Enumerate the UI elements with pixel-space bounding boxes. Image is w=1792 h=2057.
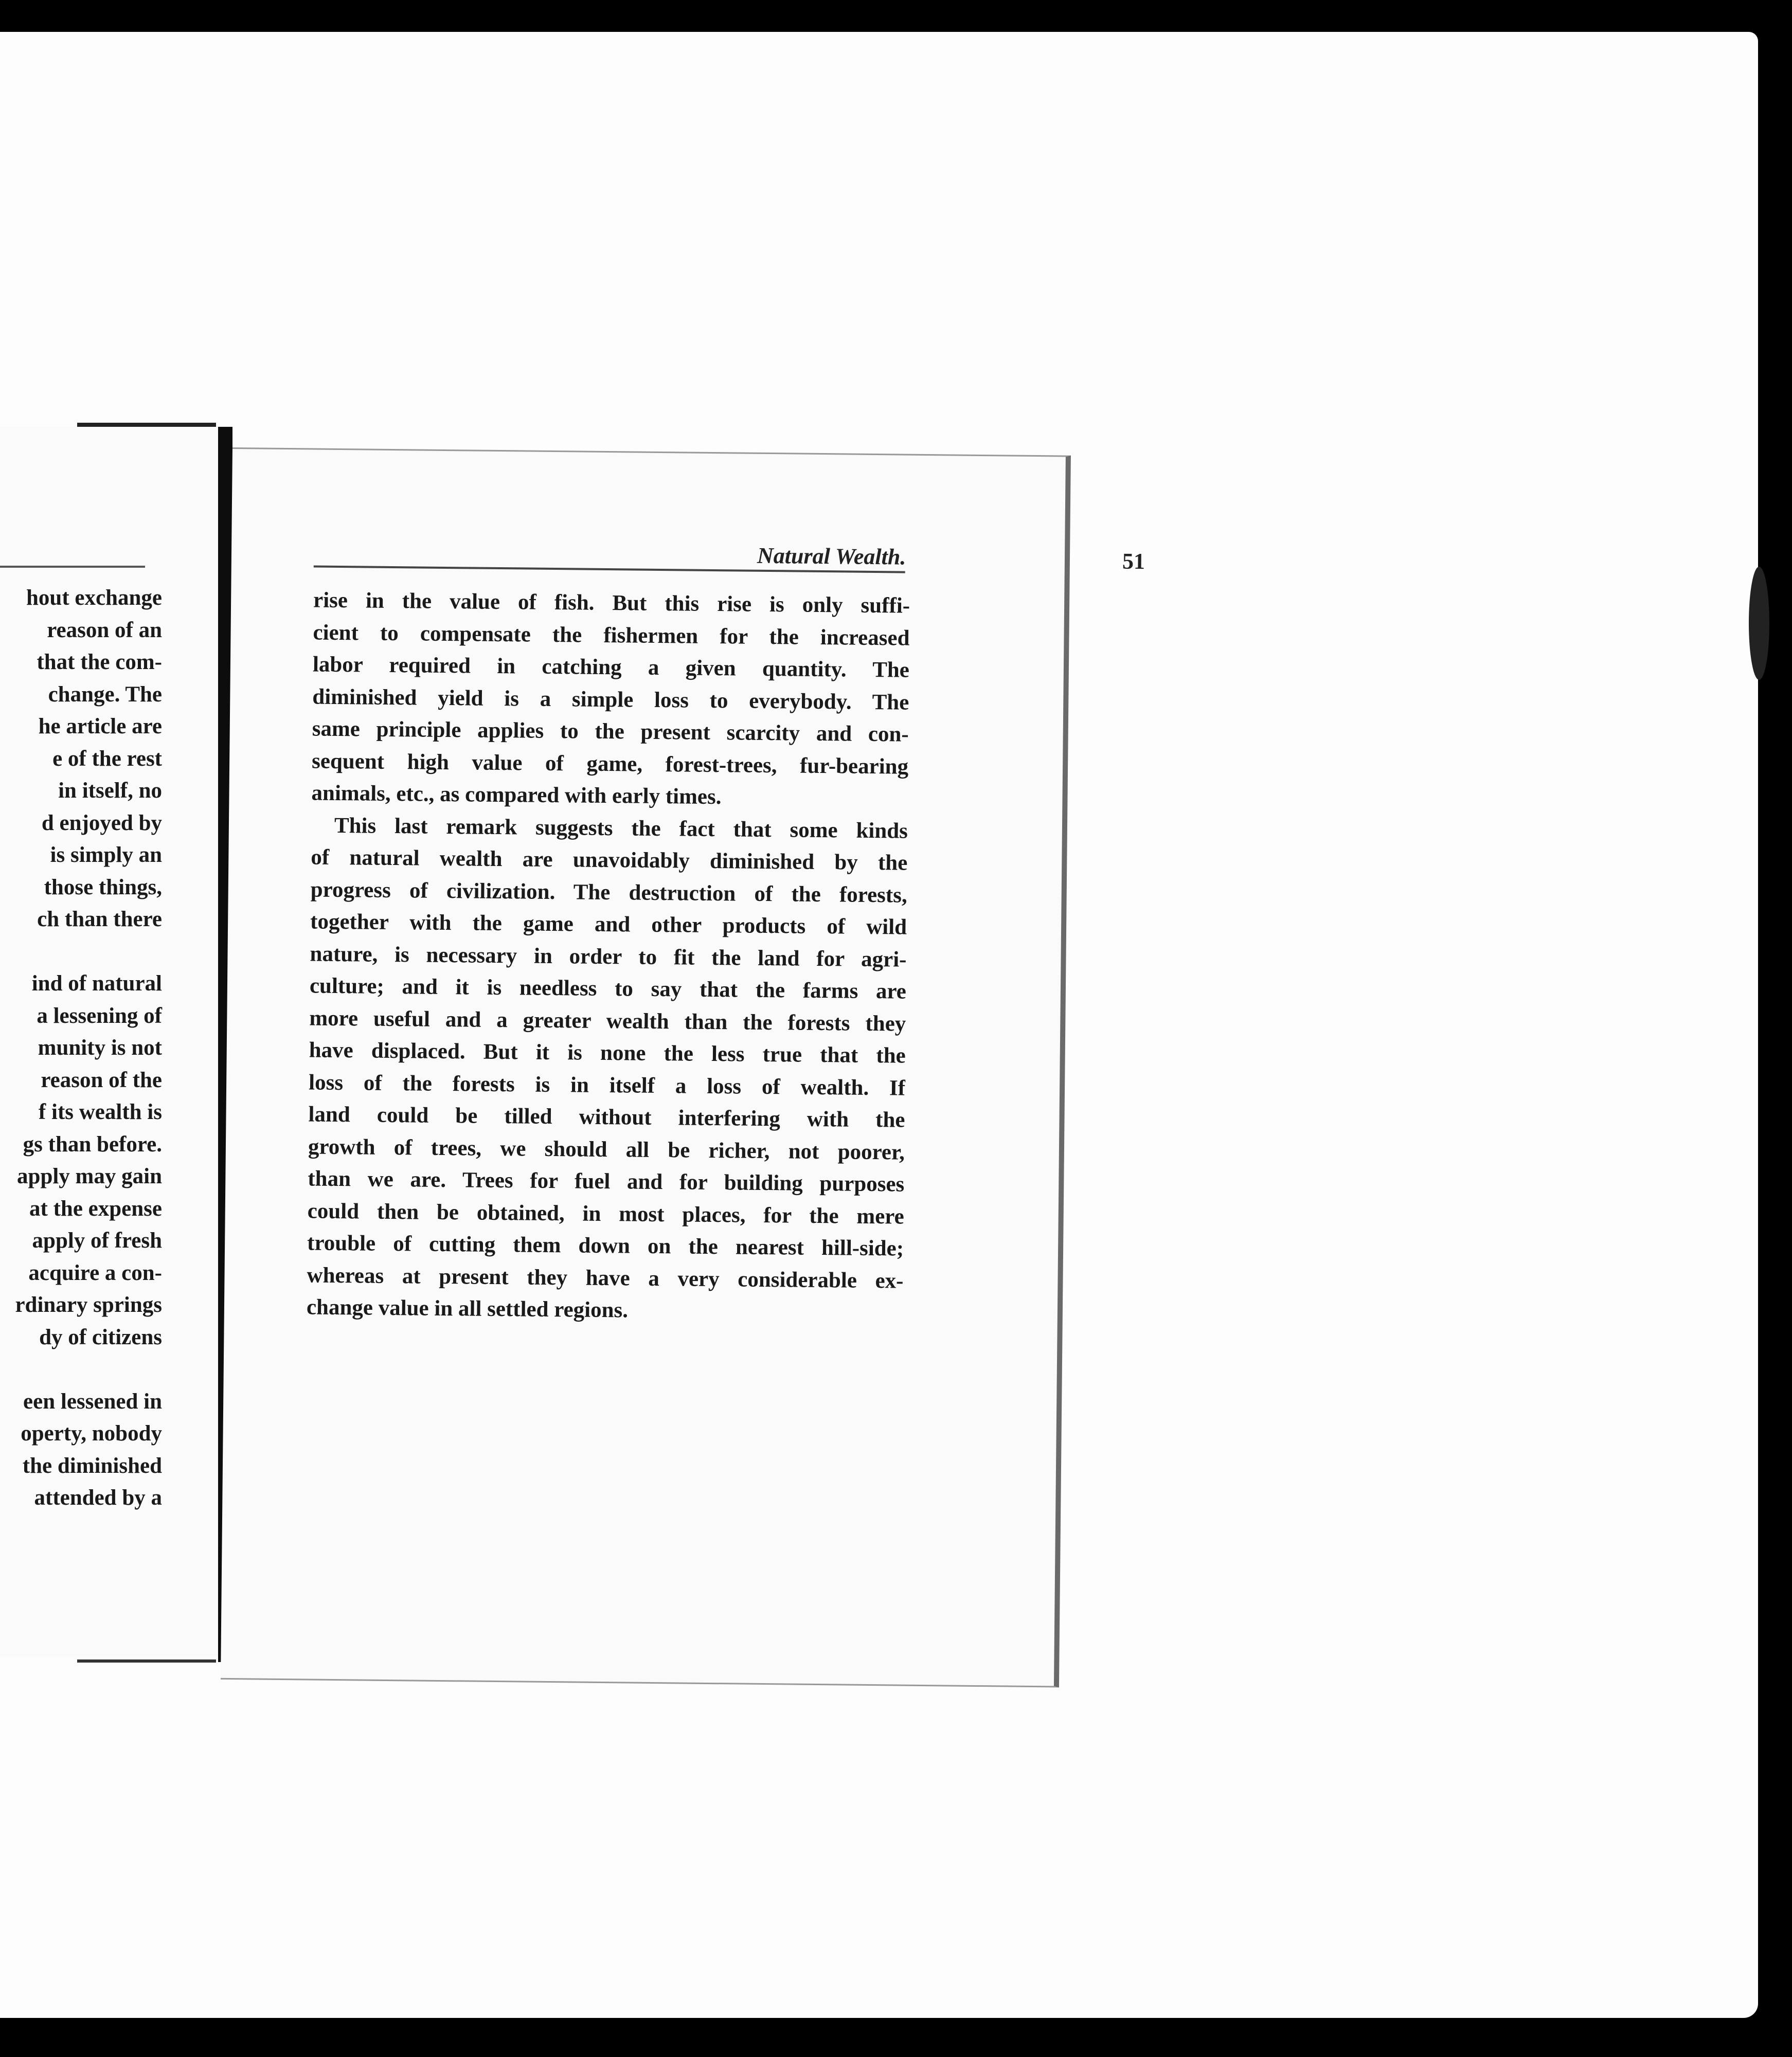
left-text-line: ch than there (37, 907, 162, 931)
left-text-line: apply may gain (17, 1164, 162, 1188)
left-text-line: gs than before. (23, 1132, 162, 1157)
left-text-line (0, 936, 162, 968)
left-page-text (0, 582, 162, 1514)
text-line: land could be tilled without interfering with the (308, 1102, 905, 1132)
left-text-line: at the expense (29, 1196, 162, 1221)
running-head (526, 543, 1145, 574)
left-text-line: attended by a (34, 1486, 162, 1510)
text-line: trouble of cutting them down on the nearest hill-side; (307, 1231, 904, 1261)
left-text-line: change. The (48, 682, 162, 707)
text-line: growth of trees, we should all be richer, not poorer, (308, 1134, 905, 1165)
page-number: 51 (1122, 548, 1145, 574)
left-text-line: munity is not (38, 1036, 162, 1060)
left-text-line: d enjoyed by (41, 810, 162, 835)
left-text-line: rdinary springs (15, 1293, 162, 1317)
text-line: could then be obtained, in most places, for the mere (307, 1198, 904, 1229)
scan-background (0, 32, 1758, 2018)
left-text-line: e of the rest (52, 746, 162, 771)
text-line: culture; and it is needless to say that the farms are (309, 973, 907, 1004)
text-line: nature, is necessary in order to fit the land for agri- (310, 941, 907, 972)
text-line: animals, etc., as compared with early times. (311, 781, 722, 809)
text-line: sequent high value of game, forest-trees, fur-bearing (311, 749, 909, 779)
text-line: cient to compensate the fishermen for the increased (313, 620, 910, 651)
left-text-line: dy of citizens (39, 1325, 162, 1349)
text-line: than we are. Trees for fuel and for building purposes (308, 1166, 905, 1197)
left-text-line: f its wealth is (38, 1100, 162, 1124)
left-text-line: operty, nobody (21, 1421, 162, 1446)
left-text-line: hout exchange (26, 586, 162, 610)
running-title: Natural Wealth. (757, 543, 906, 570)
text-line: together with the game and other products of wild (310, 909, 907, 940)
left-text-line: is simply an (50, 843, 162, 867)
left-text-line: een lessened in (23, 1389, 162, 1414)
left-text-line: the diminished (22, 1453, 162, 1478)
left-header-rule (0, 566, 145, 568)
text-line: loss of the forests is in itself a loss of wealth. If (308, 1070, 906, 1100)
left-text-line: in itself, no (58, 779, 162, 803)
text-line: whereas at present they have a very considerable ex- (307, 1262, 904, 1293)
scan-smudge (1749, 567, 1769, 680)
body-text (307, 585, 910, 1330)
text-line: labor required in catching a given quantity. The (312, 652, 910, 682)
text-line: more useful and a greater wealth than the forests they (309, 1005, 906, 1036)
left-text-line: reason of an (47, 618, 162, 642)
book-bottom-edge (77, 1659, 216, 1663)
text-line: have displaced. But it is none the less true that the (309, 1038, 906, 1068)
left-text-line: he article are (38, 714, 162, 738)
left-text-line: acquire a con- (28, 1260, 162, 1285)
text-line: rise in the value of fish. But this rise is only suffi- (313, 588, 910, 618)
left-text-line: ind of natural (31, 971, 162, 996)
text-line: diminished yield is a simple loss to everybody. The (312, 684, 909, 715)
left-text-line: that the com- (37, 650, 162, 674)
left-text-line: a lessening of (37, 1003, 162, 1028)
right-page (221, 447, 1145, 1688)
text-line: This last remark suggests the fact that some kinds (334, 813, 908, 843)
left-text-line (0, 1354, 162, 1386)
text-line: progress of civilization. The destruction of the forests, (310, 877, 907, 908)
text-line: same principle applies to the present scarcity and con- (312, 716, 909, 747)
text-line: change value in all settled regions. (306, 1295, 629, 1323)
left-text-line: reason of the (41, 1068, 162, 1092)
text-line: of natural wealth are unavoidably diminished by the (311, 845, 908, 875)
left-text-line: those things, (44, 875, 162, 899)
left-text-line: apply of fresh (32, 1229, 162, 1253)
book-top-edge (77, 423, 216, 427)
left-page (0, 427, 219, 1657)
